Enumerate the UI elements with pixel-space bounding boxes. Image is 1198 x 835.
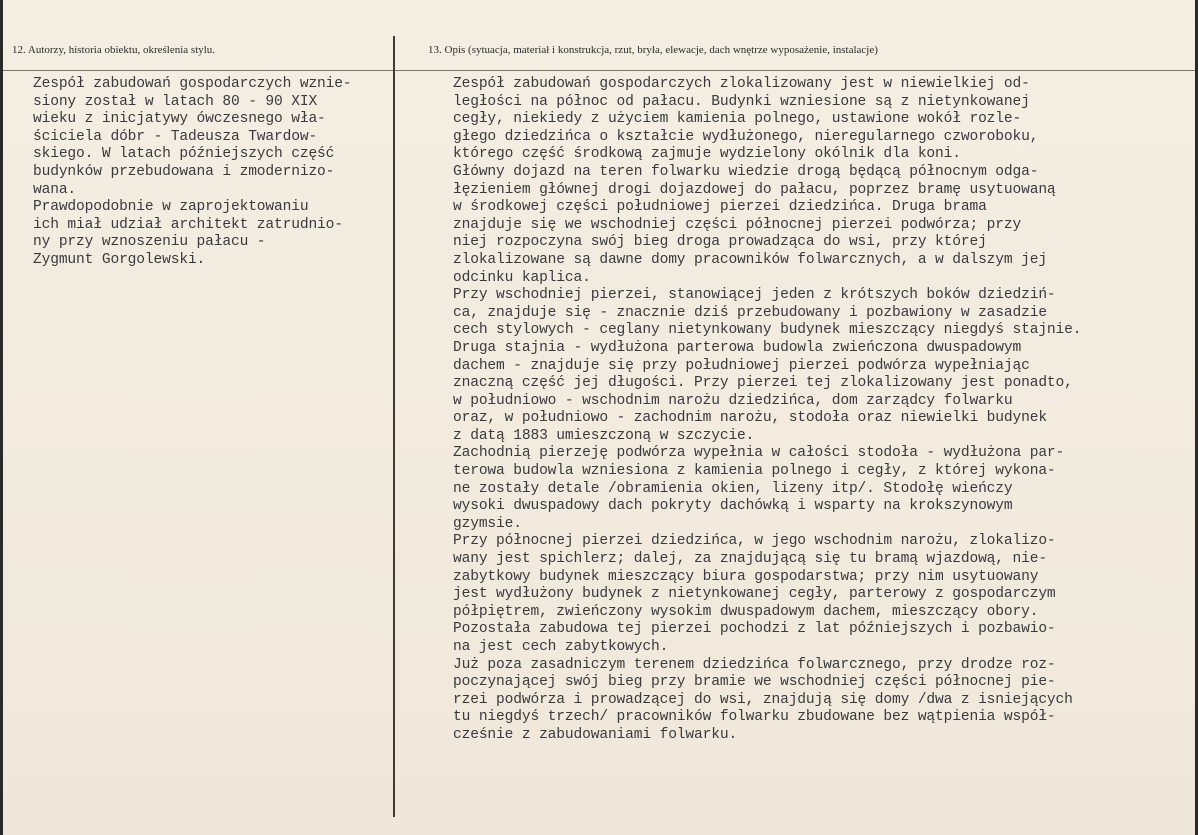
section-13-text-line: wysoki dwuspadowy dach pokryty dachówką i wsparty na krokszynowym [453, 498, 1013, 515]
section-12-text-line: siony został w latach 80 - 90 XIX [33, 93, 318, 110]
section-13-text-line: ne zostały detale /obramienia okien, lizeny itp/. Stodołę wieńczy [453, 480, 1013, 497]
section-13-text-line: terowa budowla wzniesiona z kamienia polnego i cegły, z której wykona- [453, 463, 1056, 480]
section-13-text-line: Główny dojazd na teren folwarku wiedzie drogą będącą północnym odga- [453, 163, 1039, 180]
section-13-text-line: tu niegdyś trzech/ pracowników folwarku zbudowane bez wątpienia współ- [453, 709, 1056, 726]
section-13-text-line: gzymsie. [453, 515, 522, 532]
section-13-text-line: łęzieniem głównej drogi dojazdowej do pałacu, poprzez bramę usytuowaną [453, 181, 1056, 198]
section-13-text-line: cegły, niekiedy z użyciem kamienia polnego, ustawione wokół rozle- [453, 111, 1022, 128]
section-12-text-line: ny przy wznoszeniu pałacu - [33, 234, 266, 251]
section-13-text-line: Pozostała zabudowa tej pierzei pochodzi z lat późniejszych i pozbawio- [453, 621, 1056, 638]
section-13-text-line: poczynającej swój bieg przy bramie we wschodniej części północnej pie- [453, 674, 1056, 691]
section-13-text-line: jest wydłużony budynek z nietynkowanej cegły, parterowy z gospodarczym [453, 586, 1056, 603]
section-13-text-line: w południowo - wschodnim narożu dziedzińca, dom zarządcy folwarku [453, 392, 1013, 409]
section-13-text-line: Przy wschodniej pierzei, stanowiącej jeden z krótszych boków dziedziń- [453, 287, 1056, 304]
section-13-text-line: niej rozpoczyna swój bieg droga prowadząca do wsi, przy której [453, 234, 987, 251]
header-divider [3, 70, 1195, 71]
column-divider [393, 36, 395, 817]
section-13-text-line: półpiętrem, zwieńczony wysokim dwuspadowym dachem, mieszczący obory. [453, 603, 1039, 620]
section-12-text-line: Zespół zabudowań gospodarczych wznie- [33, 76, 352, 92]
section-13-text [453, 76, 1081, 745]
section-13-text-line: cześnie z zabudowaniami folwarku. [453, 726, 738, 743]
section-12-text-line: ściciela dóbr - Tadeusza Twardow- [33, 128, 318, 145]
section-12-text-line: wieku z inicjatywy ówczesnego wła- [33, 111, 326, 128]
section-13-text-line: Zachodnią pierzeję podwórza wypełnia w całości stodoła - wydłużona par- [453, 445, 1065, 462]
section-13-text-line: oraz, w południowo - zachodnim narożu, stodoła oraz niewielki budynek [453, 410, 1047, 427]
section-12-header: 12. Autorzy, historia obiektu, określenia stylu. [12, 44, 216, 56]
section-12-text-line: budynków przebudowana i zmodernizo- [33, 163, 335, 180]
section-13-text-line: którego część środkową zajmuje wydzielony okólnik dla koni. [453, 146, 961, 163]
section-12-text [33, 76, 351, 270]
section-13-text-line: zabytkowy budynek mieszczący biura gospodarstwa; przy nim usytuowany [453, 568, 1039, 585]
section-13-text-line: Przy północnej pierzei dziedzińca, w jego wschodnim narożu, zlokalizo- [453, 533, 1056, 550]
section-13-text-line: w środkowej części południowej pierzei dziedzińca. Druga brama [453, 199, 987, 216]
section-12-text-line: skiego. W latach późniejszych część [33, 146, 335, 163]
section-13-text-line: zlokalizowane są dawne domy pracowników folwarcznych, a w dalszym jej [453, 251, 1047, 268]
section-13-text-line: cech stylowych - ceglany nietynkowany budynek mieszczący niegdyś stajnie. [453, 322, 1082, 339]
section-13-text-line: znaczną część jej długości. Przy pierzei tej zlokalizowany jest ponadto, [453, 375, 1073, 392]
card-left-edge [0, 0, 3, 835]
section-13-text-line: z datą 1883 umieszczoną w szczycie. [453, 427, 755, 444]
section-13-text-line: ca, znajduje się - znacznie dziś przebudowany i pozbawiony w zasadzie [453, 304, 1047, 321]
section-13-text-line: ległości na północ od pałacu. Budynki wzniesione są z nietynkowanej [453, 93, 1030, 110]
section-13-text-line: Zespół zabudowań gospodarczych zlokalizowany jest w niewielkiej od- [453, 76, 1030, 92]
section-12-text-line: Zygmunt Gorgolewski. [33, 251, 206, 268]
section-12-text-line: wana. [33, 181, 77, 198]
section-13-text-line: rzei podwórza i prowadzącej do wsi, znajdują się domy /dwa z isniejących [453, 691, 1073, 708]
section-13-text-line: Już poza zasadniczym terenem dziedzińca folwarcznego, przy drodze roz- [453, 656, 1056, 673]
section-12-text-line: ich miał udział architekt zatrudnio- [33, 216, 343, 233]
section-12-text-line: Prawdopodobnie w zaprojektowaniu [33, 199, 309, 216]
section-13-text-line: odcinku kaplica. [453, 269, 591, 286]
section-13-text-line: znajduje się we wschodniej części północnej pierzei podwórza; przy [453, 216, 1022, 233]
section-13-header: 13. Opis (sytuacja, materiał i konstrukcja, rzut, bryła, elewacje, dach wnętrze wyposażenie, instalacje) [428, 44, 878, 56]
section-13-text-line: głego dziedzińca o kształcie wydłużonego, nieregularnego czworoboku, [453, 128, 1039, 145]
section-13-text-line: wany jest spichlerz; dalej, za znajdującą się tu bramą wjazdową, nie- [453, 551, 1047, 568]
section-13-text-line: dachem - znajduje się przy południowej pierzei podwórza wypełniając [453, 357, 1030, 374]
section-13-text-line: na jest cech zabytkowych. [453, 639, 669, 655]
section-13-text-line: Druga stajnia - wydłużona parterowa budowla zwieńczona dwuspadowym [453, 339, 1022, 356]
